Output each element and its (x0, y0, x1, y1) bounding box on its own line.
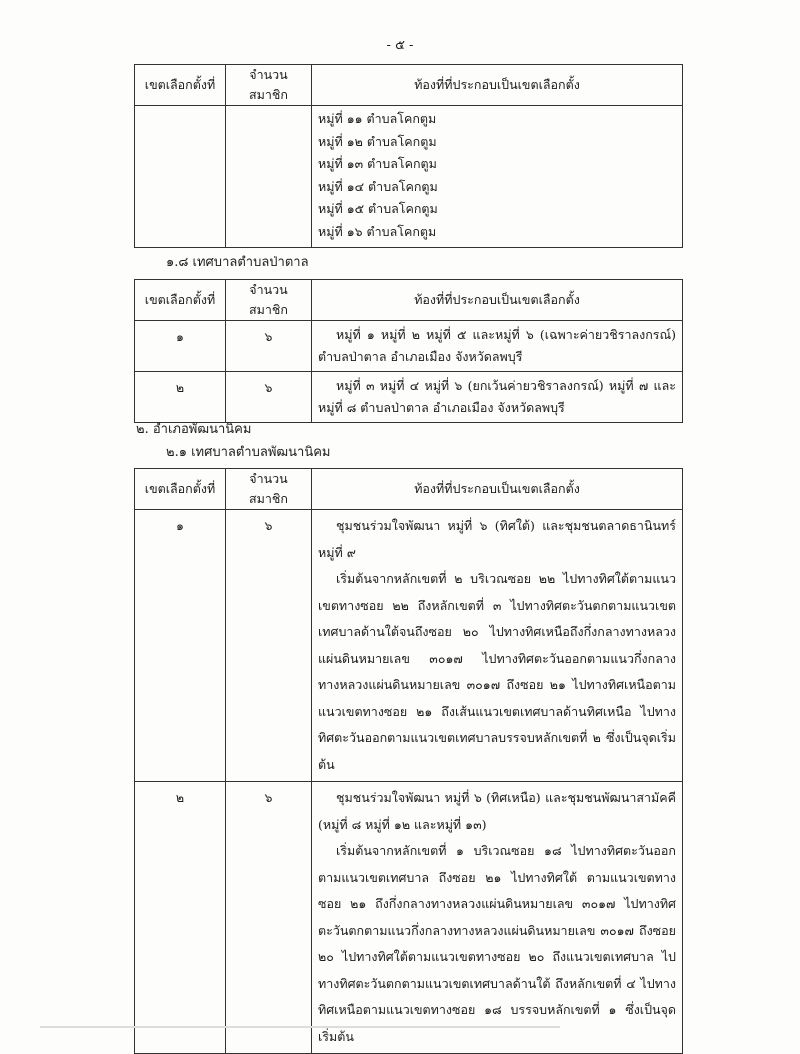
members-cell: ๖ (226, 510, 312, 782)
members-cell: ๖ (226, 782, 312, 1054)
list-item: หมู่ที่ ๑๓ ตำบลโคกตูม (318, 156, 437, 171)
area-cell (312, 106, 683, 248)
area-text: หมู่ที่ ๑ หมู่ที่ ๒ หมู่ที่ ๕ และหมู่ที่ ๖ (เฉพาะค่ายวชิราลงกรณ์) ตำบลป่าตาล อำเภอเมือง จังหวัดลพบุรี (318, 327, 676, 364)
area-cell (312, 510, 683, 782)
district-cell (135, 106, 226, 248)
district-cell: ๒ (135, 372, 226, 423)
table-header-row (135, 65, 683, 106)
table-row (135, 321, 683, 372)
list-item: หมู่ที่ ๑๑ ตำบลโคกตูม (318, 111, 437, 126)
district-cell: ๑ (135, 321, 226, 372)
section-heading-2-1: ๒.๑ เทศบาลตำบลพัฒนานิคม (166, 445, 331, 460)
list-item: หมู่ที่ ๑๖ ตำบลโคกตูม (318, 223, 437, 239)
area-cell (312, 782, 683, 1054)
phatthana-nikhom-table (134, 468, 683, 1054)
scan-edge-divider (40, 1026, 560, 1028)
section-heading-2: ๒. อำเภอพัฒนานิคม (136, 422, 252, 437)
list-item: หมู่ที่ ๑๒ ตำบลโคกตูม (318, 133, 437, 149)
area-text: หมู่ที่ ๓ หมู่ที่ ๔ หมู่ที่ ๖ (ยกเว้นค่ายวชิราลงกรณ์) หมู่ที่ ๗ และหมู่ที่ ๘ ตำบลป่าตาล อำเภอเมือง จังหวัดลพบุรี (318, 378, 676, 415)
header-district: เขตเลือกตั้งที่ (135, 469, 226, 510)
members-cell (226, 106, 312, 248)
header-area: ท้องที่ที่ประกอบเป็นเขตเลือกตั้ง (312, 280, 683, 321)
section-heading-1-8: ๑.๘ เทศบาลตำบลป่าตาล (166, 255, 309, 270)
header-area: ท้องที่ที่ประกอบเป็นเขตเลือกตั้ง (312, 65, 683, 106)
table-row (135, 106, 683, 248)
continuation-table (134, 64, 683, 248)
area-text: เริ่มต้นจากหลักเขตที่ ๒ บริเวณซอย ๒๒ ไปทางทิศใต้ตามแนวเขตทางซอย ๒๒ ถึงหลักเขตที่ ๓ ไปทางทิศตะวันตกตามแนวเขตเทศบาลด้านใต้จนถึงซอย ๒๐ ไปทางทิศเหนือถึงกึ่งกลางทางหลวงแผ่นดินหมายเลข ๓๐๑๗ ไปทางทิศตะวันออกตามแนวกึ่งกลางทางหลวงแผ่นดินหมายเลข ๓๐๑๗ ถึงซอย ๒๑ ไปทางทิศเหนือตามแนวเขตทางซอย ๒๑ ถึงเส้นแนวเขตเทศบาลด้านทิศเหนือ ไปทางทิศตะวันออกตามแนวเขตเทศบาลบรรจบหลักเขตที่ ๒ ซึ่งเป็นจุดเริ่มต้น (318, 571, 676, 772)
list-item: หมู่ที่ ๑๔ ตำบลโคกตูม (318, 178, 438, 194)
area-cell (312, 372, 683, 423)
table-row (135, 510, 683, 782)
district-cell: ๒ (135, 782, 226, 1054)
list-item: หมู่ที่ ๑๕ ตำบลโคกตูม (318, 201, 438, 216)
table-row (135, 372, 683, 423)
district-cell: ๑ (135, 510, 226, 782)
village-list (318, 108, 676, 243)
header-members: จำนวนสมาชิก (226, 65, 312, 106)
table-header-row (135, 469, 683, 510)
page-number: - ๕ - (386, 38, 414, 53)
header-district: เขตเลือกตั้งที่ (135, 280, 226, 321)
header-district: เขตเลือกตั้งที่ (135, 65, 226, 106)
members-cell: ๖ (226, 372, 312, 423)
area-text: ชุมชนร่วมใจพัฒนา หมู่ที่ ๖ (ทิศใต้) และชุมชนตลาดธานินทร์ หมู่ที่ ๙ (318, 518, 676, 560)
header-area: ท้องที่ที่ประกอบเป็นเขตเลือกตั้ง (312, 469, 683, 510)
patan-table (134, 279, 683, 423)
header-members: จำนวนสมาชิก (226, 280, 312, 321)
table-row (135, 782, 683, 1054)
header-members: จำนวนสมาชิก (226, 469, 312, 510)
table-header-row (135, 280, 683, 321)
members-cell: ๖ (226, 321, 312, 372)
area-text: เริ่มต้นจากหลักเขตที่ ๑ บริเวณซอย ๑๘ ไปทางทิศตะวันออกตามแนวเขตเทศบาล ถึงซอย ๒๑ ไปทางทิศใต้ ตามแนวเขตทางซอย ๒๑ ถึงกึ่งกลางทางหลวงแผ่นดินหมายเลข ๓๐๑๗ ไปทางทิศตะวันตกตามแนวกึ่งกลางทางหลวงแผ่นดินหมายเลข ๓๐๑๗ ถึงซอย ๒๐ ไปทางทิศใต้ตามแนวเขตทางซอย ๒๐ ถึงแนวเขตเทศบาล ไปทางทิศตะวันตกตามแนวเขตเทศบาลด้านใต้ ถึงหลักเขตที่ ๔ ไปทางทิศเหนือตามแนวเขตทางซอย ๑๘ บรรจบหลักเขตที่ ๑ ซึ่งเป็นจุดเริ่มต้น (318, 843, 676, 1044)
area-text: ชุมชนร่วมใจพัฒนา หมู่ที่ ๖ (ทิศเหนือ) และชุมชนพัฒนาสามัคคี (หมู่ที่ ๘ หมู่ที่ ๑๒ และหมู่ที่ ๑๓) (318, 790, 676, 832)
area-cell (312, 321, 683, 372)
